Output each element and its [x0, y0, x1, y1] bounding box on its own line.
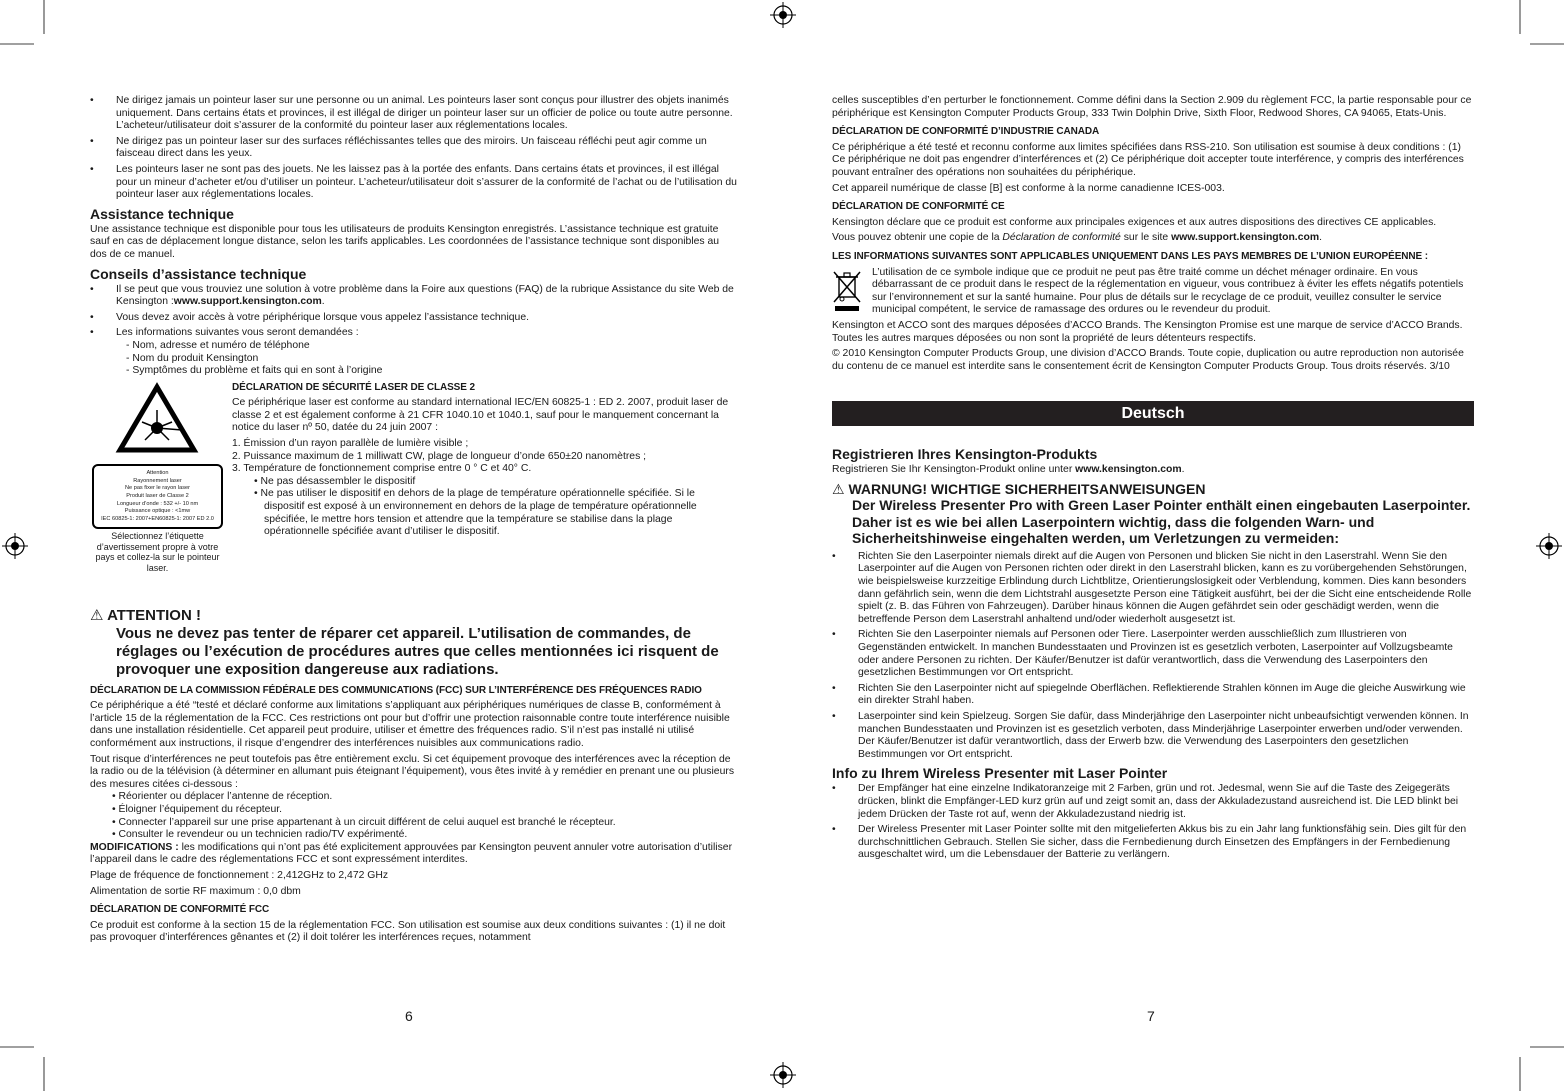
list-item: • Réorienter ou déplacer l’antenne de réception.	[112, 791, 333, 803]
attention-text: Vous ne devez pas tenter de réparer cet appareil. L’utilisation de commandes, de réglages ou l’exécution de procédures autres que celles mentionnées ici risquent de provoquer une exposition dangereuse aux radiations.	[116, 624, 719, 678]
laser-title: DÉCLARATION DE SÉCURITÉ LASER DE CLASSE 2	[232, 381, 475, 393]
ic-paragraph: Ce périphérique a été testé et reconnu conforme aux limites spécifiées dans RSS-210. Son utilisation est soumise à deux conditions : (1) Ce périphérique ne doit pas engendrer d’interférences et (2) Ce périphérique doit accepter toute interférence, y compris des interférences pouvant entraîner des opérations non souhaitées du périphérique.	[832, 141, 1464, 178]
registration-mark-bottom	[770, 1062, 796, 1088]
weee-bin-icon	[832, 269, 862, 313]
laser-sublist	[232, 476, 738, 539]
section-heading-info: Info zu Ihrem Wireless Presenter mit Laser Pointer	[832, 765, 1168, 782]
list-item: • Laserpointer sind kein Spielzeug. Sorgen Sie dafür, dass Minderjährige den Laserpointer nicht unbeaufsichtigt verwenden können. In manchen Bundesstaaten und Provinzen ist es gesetzlich verboten, dass Minderjährige Laserpointer erwerben und/oder verwenden. Der Käufer/Benutzer ist dafür verantwortlich, dass der Erwerb bzw. die Verwendung des Laserpointers den gesetzlichen Bestimmungen vor Ort entspricht.	[832, 711, 1474, 761]
rf-power: Alimentation de sortie RF maximum : 0,0 dbm	[90, 885, 301, 897]
label-line: IEC 60825-1: 2007+EN60825-1: 2007 ED 2.0	[101, 515, 214, 522]
fcc-continued-text: celles susceptibles d’en perturber le fonctionnement. Comme défini dans la Section 2.909 du règlement FCC, la partie responsable pour ce périphérique est Kensington Computer Products Group, 333 Twin Dolphin Drive, Sixth Floor, Redwood Shores, CA 94065, Etats-Unis.	[832, 95, 1472, 119]
list-item: • Éloigner l’équipement du récepteur.	[112, 804, 282, 816]
label-line: Ne pas fixer le rayon laser	[125, 485, 190, 492]
ce-doc-name: Déclaration de conformité	[1002, 232, 1121, 244]
list-item: • Ne dirigez pas un pointeur laser sur des surfaces réfléchissantes telles que des miroirs. Un faisceau réfléchi peut agir comme un faisceau direct dans les yeux.	[90, 136, 738, 161]
ce-title: DÉCLARATION DE CONFORMITÉ CE	[832, 201, 1005, 213]
register-body: Registrieren Sie Ihr Kensington-Produkt online unter	[832, 464, 1076, 476]
warning-header	[832, 481, 1474, 498]
label-line: Rayonnement laser	[133, 477, 182, 484]
fcc-paragraph: Tout risque d’interférences ne peut toutefois pas être entièrement exclu. Si cet équipement provoque des interférences avec la réception de la radio ou de la télévision (à déterminer en allumant puis éteignant l’équipement), vous êtes invité à y remédier en prenant une ou plusieurs des mesures citées ci-dessous :	[90, 753, 735, 790]
list-item: - Nom, adresse et numéro de téléphone	[126, 339, 310, 351]
list-item: • Der Empfänger hat eine einzelne Indikatoranzeige mit 2 Farben, grün und rot. Jedesmal, wenn Sie auf die Taste des Zeigegeräts drücken, blinkt die Empfänger-LED kurz grün auf und zeigt somit an, dass der Akkuladezustand ausreichend ist. Die LED blinkt bei jedem Drücken der Taste rot auf, wenn der Akkuladezustand niedrig ist.	[832, 783, 1474, 821]
list-item: • Il se peut que vous trouviez une solution à votre problème dans la Foire aux questions (FAQ) de la rubrique Assistance du site Web de Kensington :www.support.kensington.com.	[90, 284, 738, 309]
registration-mark-right	[1536, 533, 1562, 559]
ce-text: Vous pouvez obtenir une copie de la	[832, 232, 1003, 244]
list-item: • Richten Sie den Laserpointer niemals direkt auf die Augen von Personen und blicken Sie nicht in den Laserstrahl. Wenn Sie den Laserpointer auf die Augen von Personen richten oder direkt in den Laserstrahl blicken, kann es zu vorübergehenden Sehstörungen, wie beispielsweise kurzzeitige Erblindung durch Lichtblitze, Orientierungslosigkeit oder Verblendung, kommen. Dies kann besonders dann gefährlich sein, wenn die dem Lichtstrahl ausgesetzte Person eine Tätigkeit ausführt, bei der die Sicht eine entscheidende Rolle spielt (z. B. das Führen von Fahrzeugen). Darüber hinaus können die Augen gefährdet sein oder geschädigt werden, wenn die betreffende Person dem Laserstrahl anhaltend und/oder wiederholt ausgesetzt ist.	[832, 551, 1474, 627]
support-link[interactable]: www.support.kensington.com	[173, 296, 322, 308]
list-item: 2. Puissance maximum de 1 milliwatt CW, plage de longueur d’onde 650±20 nanomètres ;	[232, 450, 647, 462]
label-line: Longueur d’onde : 532 +/- 10 nm	[116, 500, 199, 507]
warning-title: WARNUNG! WICHTIGE SICHERHEITSANWEISUNGEN	[848, 480, 1206, 497]
language-bar-deutsch: Deutsch	[832, 401, 1474, 426]
registration-mark-left	[2, 533, 28, 559]
page-number-right: 7	[1147, 1008, 1155, 1024]
modifications-text	[90, 842, 738, 867]
list-item: - Nom du produit Kensington	[126, 352, 259, 364]
trademark-text: Kensington et ACCO sont des marques déposées d’ACCO Brands. The Kensington Promise est une marque de service d’ACCO Brands. Toutes les autres marques déposées ou non sont la propriété de leurs détenteurs respectifs.	[832, 319, 1463, 344]
warning-block	[832, 481, 1474, 547]
list-item: • Connecter l’appareil sur une prise appartenant à un circuit différent de celui auquel est branché le récepteur.	[112, 816, 616, 828]
ce-paragraph: Kensington déclare que ce produit est conforme aux principales exigences et aux autres dispositions des directives CE applicables.	[832, 216, 1437, 228]
list-item: 1. Émission d’un rayon parallèle de lumière visible ;	[232, 438, 469, 450]
copyright-text: © 2010 Kensington Computer Products Group, une division d’ACCO Brands. Toute copie, duplication ou autre reproduction non autorisée du contenu de ce manuel est interdite sans le consentement écrit de Kensington Computer Products Group. Tous droits réservés. 3/10	[832, 348, 1464, 372]
warning-text: Der Wireless Presenter Pro with Green Laser Pointer enthält einen eingebauten Laserpointer. Daher ist es wie bei allen Laserpointern wichtig, dass die folgenden Warn- und Sicherheitshinweise eingehalten werden, um Verletzungen zu vermeiden:	[852, 497, 1471, 547]
list-item: • Der Wireless Presenter mit Laser Pointer sollte mit den mitgelieferten Akkus bis zu ein Jahr lang funktionsfähig sein. Dies gilt für den durchschnittlichen Gebrauch. Stellen Sie sicher, dass die Fernbedienung durch Einsetzen des Empfängers in der Fernbedienung ausgeschaltet wird, um die Lebensdauer der Batterie zu verlängern.	[832, 824, 1474, 862]
attention-block	[90, 607, 738, 679]
kensington-link[interactable]: www.kensington.com	[1075, 464, 1182, 476]
laser-hazard-icon	[90, 382, 225, 454]
tips-list	[90, 284, 738, 378]
modifications-label: MODIFICATIONS :	[90, 841, 179, 853]
right-page	[832, 95, 1474, 865]
list-item: • Les pointeurs laser ne sont pas des jouets. Ne les laissez pas à la portée des enfants. Dans certains états et provinces, il est illégal pour un mineur d’acheter et/ou d’utiliser un pointeur. L’acheteur/utilisateur doit s’assurer de la conformité de l’achat ou de l’utilisation du pointeur laser aux réglementations locales.	[90, 164, 738, 202]
section-heading-register: Registrieren Ihres Kensington-Produkts	[832, 446, 1098, 463]
fcc-conformity-text: Ce produit est conforme à la section 15 de la réglementation FCC. Son utilisation est soumise aux deux conditions suivantes : (1) il ne doit pas provoquer d’interférences gênantes et (2) il doit tolérer les interférences reçues, notamment	[90, 919, 726, 944]
register-end: .	[1181, 464, 1185, 476]
label-line: Puissance optique : <1mw	[124, 508, 191, 515]
laser-warning-list	[90, 95, 738, 202]
laser-labels	[90, 382, 225, 574]
list-item: • Consulter le revendeur ou un technicien radio/TV expérimenté.	[112, 829, 408, 841]
eu-title: LES INFORMATIONS SUIVANTES SONT APPLICABLES UNIQUEMENT DANS LES PAYS MEMBRES DE L’UNION EUROPÉENNE :	[832, 250, 1428, 262]
tip-text: Il se peut que vous trouviez une solution à votre problème dans la Foire aux questions (FAQ) de la rubrique Assistance du site Web de Kensington :	[116, 283, 734, 308]
register-text	[832, 464, 1474, 477]
required-info-list	[116, 340, 738, 378]
ce-paragraph	[832, 232, 1474, 245]
attention-header	[90, 607, 738, 625]
left-page	[90, 95, 738, 948]
weee-block	[832, 267, 1474, 317]
weee-text: L’utilisation de ce symbole indique que ce produit ne peut pas être traité comme un déchet ménager ordinaire. En vous débarrassant de ce produit dans le respect de la réglementation en vigueur, vous contribuez à éviter les effets négatifs potentiels sur l’environnement et sur la santé humaine. Pour plus de détails sur le recyclage de ce produit, veuillez consulter le service municipal compétent, le service de ramassage des ordures ou le revendeur du produit.	[872, 266, 1464, 316]
registration-mark-top	[770, 2, 796, 28]
fcc-conformity-title: DÉCLARATION DE CONFORMITÉ FCC	[90, 904, 270, 916]
section-heading-assistance: Assistance technique	[90, 205, 234, 222]
ic-paragraph: Cet appareil numérique de classe [B] est conforme à la norme canadienne ICES-003.	[832, 182, 1225, 194]
warning-icon: ⚠	[90, 606, 104, 624]
warning-icon: ⚠	[832, 480, 845, 497]
list-item: • Richten Sie den Laserpointer niemals auf Personen oder Tiere. Laserpointer werden ausschließlich zum Illustrieren von Gegenständen entwickelt. In manchen Bundesstaaten und Provinzen ist es gesetzlich verboten, Laserpointer auf Vollzugsbeamte oder andere Personen zu richten. Der Käufer/Benutzer ist dafür verantwortlich, dass die Verwendung des Laserpointers den gesetzlichen Bestimmungen vor Ort entspricht.	[832, 629, 1474, 679]
fcc-paragraph: Ce périphérique a été “testé et déclaré conforme aux limitations s’appliquant aux périphériques numériques de classe B, conformément à l’article 15 de la réglementation de la FCC. Ces restrictions ont pour but d’offrir une protection raisonnable contre toute interférence nuisible dans une installation résidentielle. Cet appareil peut produire, utiliser et émettre des fréquences radio. S’il n’est pas installé ni utilisé conformément aux instructions, il risque d’engendrer des interférences nuisibles aux communications radio.	[90, 700, 730, 750]
ic-title: DÉCLARATION DE CONFORMITÉ D’INDUSTRIE CANADA	[832, 126, 1100, 138]
laser-spec-list	[232, 438, 738, 476]
ce-text: .	[1319, 232, 1322, 244]
label-line: Produit laser de Classe 2	[126, 493, 189, 500]
support-link[interactable]: www.support.kensington.com	[1171, 232, 1320, 244]
list-item: • Ne pas utiliser le dispositif en dehors de la plage de température opérationnelle spécifiée. Si le dispositif est exposé à un environnement en dehors de la plage de température opérationnelle spécifiée, le mettre hors tension et attendre que la température se stabilise dans la plage opérationnelle spécifiée avant d’utiliser le dispositif.	[254, 488, 697, 538]
list-item: 3. Température de fonctionnement comprise entre 0 ° C et 40° C.	[232, 463, 532, 475]
tip-text: Les informations suivantes vous seront demandées :	[116, 327, 359, 339]
laser-safety-block	[90, 382, 738, 587]
page-number-left: 6	[405, 1008, 413, 1024]
label-caption: Sélectionnez l’étiquette d’avertissement propre à votre pays et collez-la sur le pointeur laser.	[95, 531, 220, 573]
fcc-title: DÉCLARATION DE LA COMMISSION FÉDÉRALE DES COMMUNICATIONS (FCC) SUR L’INTERFÉRENCE DES FRÉQUENCES RADIO	[90, 684, 702, 696]
list-item: • Richten Sie den Laserpointer nicht auf spiegelnde Oberflächen. Reflektierende Strahlen können im Auge die gleiche Auswirkung wie ein direkter Strahl haben.	[832, 683, 1474, 708]
laser-declaration	[232, 382, 738, 539]
section-heading-tips: Conseils d’assistance technique	[90, 265, 307, 282]
list-item: • Vous devez avoir accès à votre périphérique lorsque vous appelez l’assistance technique.	[90, 312, 738, 325]
list-item: • Ne pas désassembler le dispositif	[254, 475, 416, 487]
ce-text: sur le site	[1120, 232, 1172, 244]
list-item: • Ne dirigez jamais un pointeur laser sur une personne ou un animal. Les pointeurs laser sont conçus pour illustrer des objets inanimés uniquement. Dans certains états et provinces, il est illégal de diriger un pointeur laser sur un officier de police ou toute autre personne. L’acheteur/utilisateur doit s’assurer de la conformité du pointeur laser aux réglementations locales.	[90, 95, 738, 133]
frequency-range: Plage de fréquence de fonctionnement : 2,412GHz to 2,472 GHz	[90, 870, 389, 881]
label-line: Attention	[146, 470, 169, 477]
attention-title: ATTENTION !	[107, 606, 201, 624]
info-list	[832, 783, 1474, 862]
modifications-body: les modifications qui n’ont pas été explicitement approuvées par Kensington peuvent annuler votre autorisation d’utiliser l’appareil dans le cadre des réglementations FCC et sont expressément interdites.	[90, 841, 733, 866]
de-safety-list	[832, 551, 1474, 762]
assistance-text: Une assistance technique est disponible pour tous les utilisateurs de produits Kensington enregistrés. L’assistance technique est gratuite sauf en cas de déplacement longue distance, selon les tarifs applicables. Les coordonnées de l’assistance technique sont disponibles au dos de ce manuel.	[90, 223, 720, 260]
warning-label	[92, 464, 223, 529]
list-item	[90, 327, 738, 377]
list-item: - Symptômes du problème et faits qui en sont à l’origine	[126, 365, 383, 377]
laser-text: Ce périphérique laser est conforme au standard international IEC/EN 60825-1 : ED 2. 2007, produit laser de classe 2 et est également conforme à 21 CFR 1040.10 et 1040.1, sauf pour le manquement concernant la notice du laser nº 50, datée du 24 juin 2007 :	[232, 397, 729, 434]
fcc-measures-list	[90, 791, 738, 841]
